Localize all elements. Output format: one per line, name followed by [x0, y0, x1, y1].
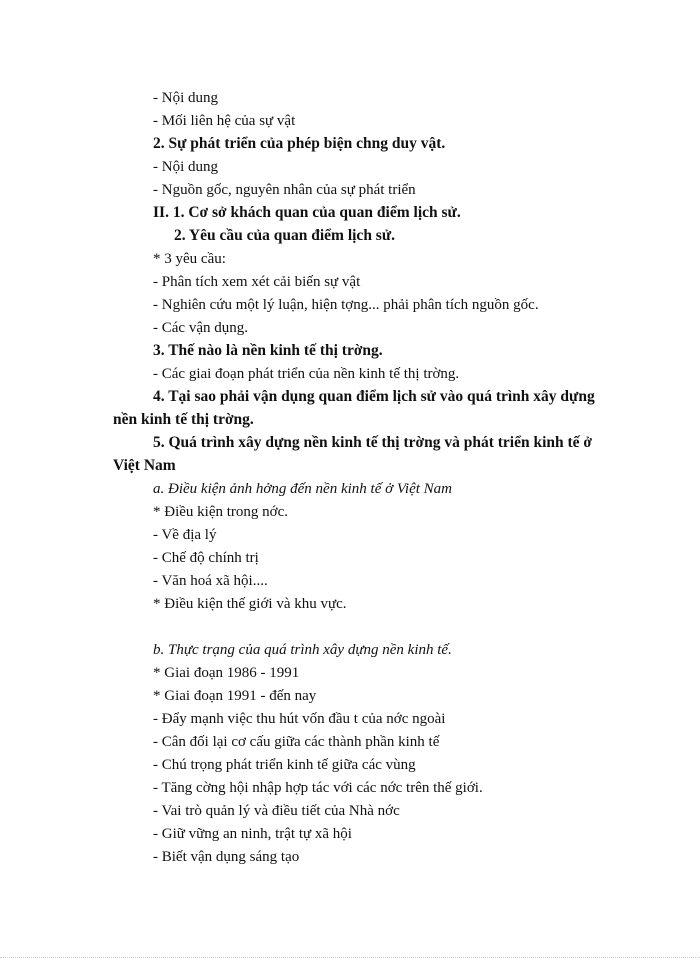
text-line: - Văn hoá xã hội....: [153, 573, 268, 589]
section-heading: 3. Thế nào là nền kinh tế thị trờng.: [153, 342, 383, 359]
text-line: - Nghiên cứu một lý luận, hiện tợng... phải phân tích nguồn gốc.: [153, 297, 539, 313]
text-line: - Biết vận dụng sáng tạo: [153, 849, 300, 865]
text-line: - Các giai đoạn phát triển của nền kinh tế thị trờng.: [153, 366, 460, 382]
text-line: - Nội dung: [153, 159, 218, 175]
text-line: * Giai đoạn 1986 - 1991: [153, 665, 300, 681]
text-line: - Chú trọng phát triển kinh tế giữa các vùng: [153, 757, 416, 773]
subsection-heading: a. Điều kiện ảnh hởng đến nền kinh tế ở Việt Nam: [153, 481, 452, 497]
text-line: - Cân đối lại cơ cấu giữa các thành phần kinh tế: [153, 734, 440, 750]
text-line: - Về địa lý: [153, 527, 217, 543]
text-line: * Điều kiện thế giới và khu vực.: [153, 596, 347, 612]
section-heading: II. 1. Cơ sở khách quan của quan điểm lịch sử.: [153, 204, 461, 221]
text-line: * Điều kiện trong nớc.: [153, 504, 288, 520]
text-line: * Giai đoạn 1991 - đến nay: [153, 688, 317, 704]
section-heading: 5. Quá trình xây dựng nền kinh tế thị trờng và phát triển kinh tế ở: [153, 434, 593, 451]
text-line: - Đẩy mạnh việc thu hút vốn đầu t của nớc ngoài: [153, 711, 446, 727]
text-line: - Giữ vững an ninh, trật tự xã hội: [153, 826, 352, 842]
text-line: - Phân tích xem xét cải biến sự vật: [153, 274, 361, 290]
text-line: * 3 yêu cầu:: [153, 251, 226, 267]
section-heading-continuation: Việt Nam: [113, 457, 176, 474]
text-line: - Chế độ chính trị: [153, 550, 259, 566]
text-line: - Nguồn gốc, nguyên nhân của sự phát triển: [153, 182, 416, 198]
text-line: - Tăng cờng hội nhập hợp tác với các nớc trên thế giới.: [153, 780, 483, 796]
page-divider: [0, 957, 700, 958]
text-line: - Nội dung: [153, 90, 218, 106]
section-heading: 4. Tại sao phải vận dụng quan điểm lịch sử vào quá trình xây dựng: [153, 388, 595, 405]
section-heading: 2. Sự phát triển của phép biện chng duy vật.: [153, 135, 446, 152]
text-line: - Vai trò quản lý và điều tiết của Nhà nớc: [153, 803, 400, 819]
text-line: - Các vận dụng.: [153, 320, 248, 336]
section-heading: 2. Yêu cầu của quan điểm lịch sử.: [174, 227, 396, 244]
text-line: - Mối liên hệ của sự vật: [153, 113, 296, 129]
section-heading-continuation: nền kinh tế thị trờng.: [113, 411, 254, 428]
subsection-heading: b. Thực trạng của quá trình xây dựng nền kinh tế.: [153, 642, 452, 658]
